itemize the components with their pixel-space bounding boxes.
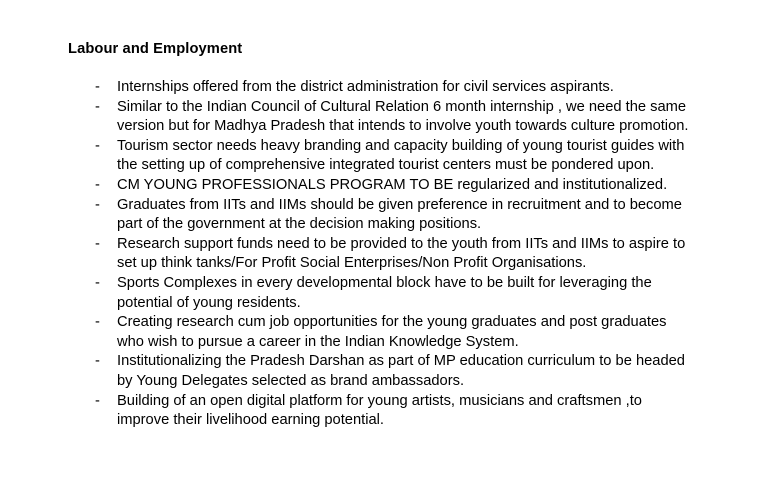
bullet-list: [95, 78, 699, 431]
list-item: [95, 78, 699, 98]
bullet-dash: -: [95, 235, 100, 252]
list-item-text: Graduates from IITs and IIMs should be given preference in recruitment and to become part of the government at the decision making positions.: [117, 196, 682, 233]
bullet-dash: -: [95, 196, 100, 213]
list-item: [95, 137, 699, 176]
section-heading: Labour and Employment: [68, 41, 243, 57]
list-item-text: Institutionalizing the Pradesh Darshan as part of MP education curriculum to be headed by Young Delegates selected as brand ambassadors.: [117, 353, 685, 389]
list-item-text: Creating research cum job opportunities for the young graduates and post graduates who wish to pursue a career in the Indian Knowledge System.: [117, 314, 667, 350]
list-item: [95, 274, 699, 313]
bullet-dash: -: [95, 137, 100, 154]
bullet-dash: -: [95, 353, 100, 370]
list-item-text: Research support funds need to be provided to the youth from IITs and IIMs to aspire to set up think tanks/For Profit Social Enterprises/Non Profit Organisations.: [117, 235, 686, 272]
list-item-text: Tourism sector needs heavy branding and capacity building of young tourist guides with the setting up of comprehensive integrated tourist centers must be pondered upon.: [117, 137, 685, 174]
bullet-dash: -: [95, 392, 100, 409]
bullet-dash: -: [95, 98, 100, 115]
list-item-text: Similar to the Indian Council of Cultural Relation 6 month internship , we need the same version but for Madhya Pradesh that intends to involve youth towards culture promotion.: [117, 98, 689, 135]
list-item: [95, 98, 699, 137]
list-item: [95, 392, 699, 431]
list-item: [95, 352, 699, 391]
list-item: [95, 313, 699, 352]
list-item-text: Internships offered from the district administration for civil services aspirants.: [117, 79, 614, 95]
list-item-text: CM YOUNG PROFESSIONALS PROGRAM TO BE regularized and institutionalized.: [117, 176, 668, 193]
list-item: [95, 235, 699, 274]
bullet-dash: -: [95, 176, 100, 193]
bullet-dash: -: [95, 79, 100, 95]
list-item-text: Sports Complexes in every developmental block have to be built for leveraging the potential of young residents.: [117, 274, 652, 311]
bullet-dash: -: [95, 314, 100, 331]
list-item: [95, 176, 699, 196]
bullet-dash: -: [95, 274, 100, 291]
list-item-text: Building of an open digital platform for young artists, musicians and craftsmen ,to improve their livelihood earning potential.: [117, 392, 642, 429]
list-item: [95, 196, 699, 235]
